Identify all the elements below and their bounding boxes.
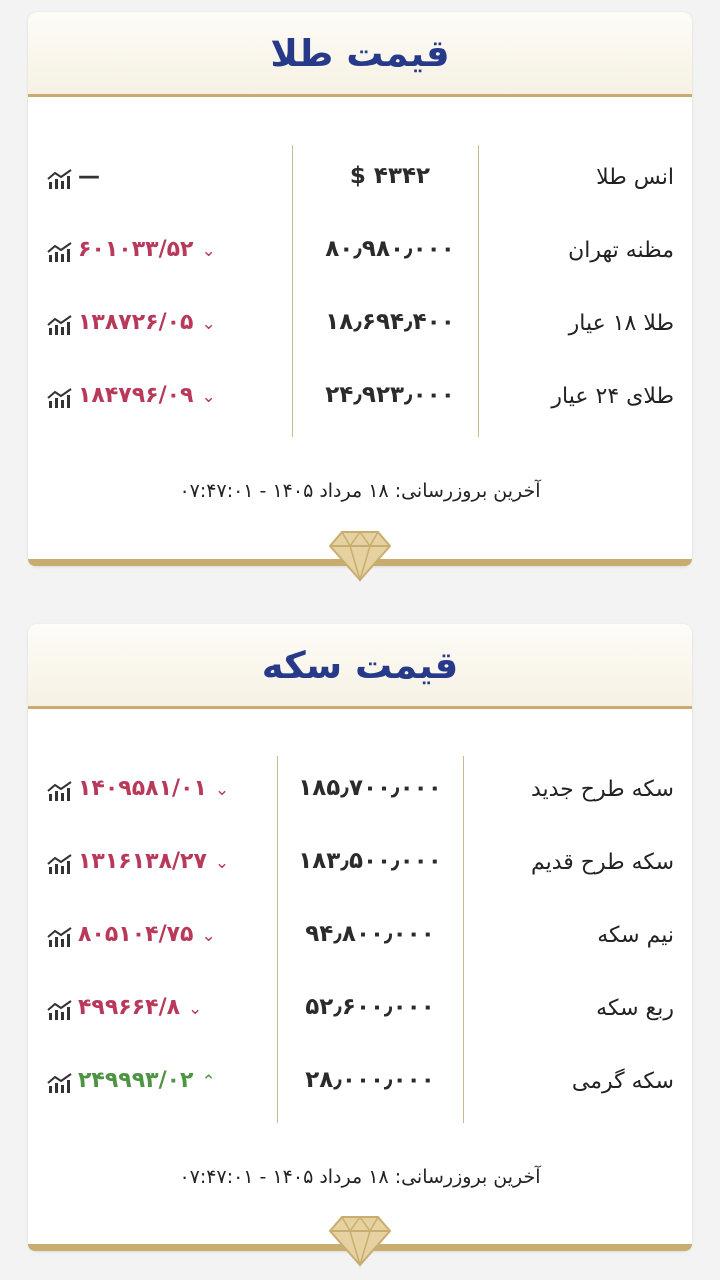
item-change: [78, 922, 216, 947]
chart-icon[interactable]: [46, 167, 74, 191]
item-name: مظنه تهران: [568, 238, 674, 263]
coin-price-card: [28, 624, 692, 1251]
change-value: ۱۸۴۷۹۶/۰۹: [78, 383, 194, 408]
chart-icon[interactable]: [46, 925, 74, 949]
item-price: ۱۸۵٫۷۰۰٫۰۰۰: [298, 775, 442, 801]
item-price: ۹۴٫۸۰۰٫۰۰۰: [305, 921, 435, 947]
gold-row-tehran-mazaneh[interactable]: [28, 230, 692, 278]
gold-row-18k[interactable]: [28, 303, 692, 351]
chart-icon[interactable]: [46, 386, 74, 410]
change-value: ۲۴۹۹۹۳/۰۲: [78, 1068, 194, 1093]
last-update-text: آخرین بروزرسانی: ۱۸ مرداد ۱۴۰۵ - ۰۷:۴۷:۰۱: [179, 1166, 541, 1188]
chart-icon[interactable]: [46, 313, 74, 337]
last-update-text: آخرین بروزرسانی: ۱۸ مرداد ۱۴۰۵ - ۰۷:۴۷:۰۱: [179, 480, 541, 502]
change-value: ۶۰۱۰۳۳/۵۲: [78, 237, 194, 262]
item-change: [78, 995, 202, 1020]
no-change-dash: —: [78, 164, 100, 189]
chevron-down-icon: ⌄: [214, 780, 230, 800]
coin-row-quarter[interactable]: [28, 988, 692, 1036]
gold-row-24k[interactable]: [28, 376, 692, 424]
item-price: ۸۰٫۹۸۰٫۰۰۰: [325, 236, 455, 262]
item-name: سکه طرح جدید: [530, 777, 674, 802]
chevron-down-icon: ⌄: [201, 387, 216, 407]
item-name: ربع سکه: [596, 996, 674, 1021]
item-change: [78, 849, 229, 874]
item-price: ۱۸٫۶۹۴٫۴۰۰: [325, 309, 455, 335]
gold-card-header: [28, 12, 692, 97]
item-change: [78, 383, 216, 408]
item-name: طلا ۱۸ عیار: [568, 311, 674, 336]
item-change: [78, 1068, 216, 1093]
item-name: سکه طرح قدیم: [530, 850, 674, 875]
gold-row-ounce[interactable]: [28, 157, 692, 205]
chart-icon[interactable]: [46, 1071, 74, 1095]
coin-row-gram[interactable]: [28, 1061, 692, 1109]
item-name: طلای ۲۴ عیار: [551, 384, 674, 409]
item-name: سکه گرمی: [571, 1069, 674, 1094]
item-price: ۵۲٫۶۰۰٫۰۰۰: [305, 994, 435, 1020]
item-name: انس طلا: [596, 165, 674, 190]
item-price: ۲۴٫۹۲۳٫۰۰۰: [325, 382, 455, 408]
diamond-icon: [328, 1215, 392, 1267]
change-value: ۸۰۵۱۰۴/۷۵: [78, 922, 194, 947]
coin-card-header: [28, 624, 692, 709]
coin-row-new-design[interactable]: [28, 769, 692, 817]
diamond-icon: [328, 530, 392, 582]
chevron-down-icon: ⌄: [214, 853, 230, 873]
chart-icon[interactable]: [46, 240, 74, 264]
item-change: [78, 776, 229, 801]
coin-card-title: قیمت سکه: [261, 643, 459, 687]
chart-icon[interactable]: [46, 998, 74, 1022]
change-value: ۱۳۱۶۱۳۸/۲۷: [78, 849, 207, 874]
gold-card-title: قیمت طلا: [270, 31, 450, 75]
change-value: ۱۳۸۷۲۶/۰۵: [78, 310, 194, 335]
gold-price-card: [28, 12, 692, 566]
change-value: ۴۹۹۶۶۴/۸: [78, 995, 181, 1020]
item-price: ۱۸۳٫۵۰۰٫۰۰۰: [298, 848, 442, 874]
chevron-down-icon: ⌄: [201, 314, 216, 334]
item-name: نیم سکه: [597, 923, 674, 948]
item-change: [78, 164, 100, 189]
chevron-down-icon: ⌄: [201, 926, 216, 946]
chevron-down-icon: ⌄: [188, 999, 203, 1019]
chevron-down-icon: ⌄: [201, 241, 216, 261]
chevron-up-icon: ⌃: [201, 1072, 216, 1092]
coin-row-old-design[interactable]: [28, 842, 692, 890]
chart-icon[interactable]: [46, 779, 74, 803]
item-price: ۲۸٫۰۰۰٫۰۰۰: [305, 1067, 435, 1093]
item-price: $ ۴۳۴۲: [349, 163, 431, 189]
chart-icon[interactable]: [46, 852, 74, 876]
item-change: [78, 237, 216, 262]
item-change: [78, 310, 216, 335]
change-value: ۱۴۰۹۵۸۱/۰۱: [78, 776, 207, 801]
coin-row-half[interactable]: [28, 915, 692, 963]
